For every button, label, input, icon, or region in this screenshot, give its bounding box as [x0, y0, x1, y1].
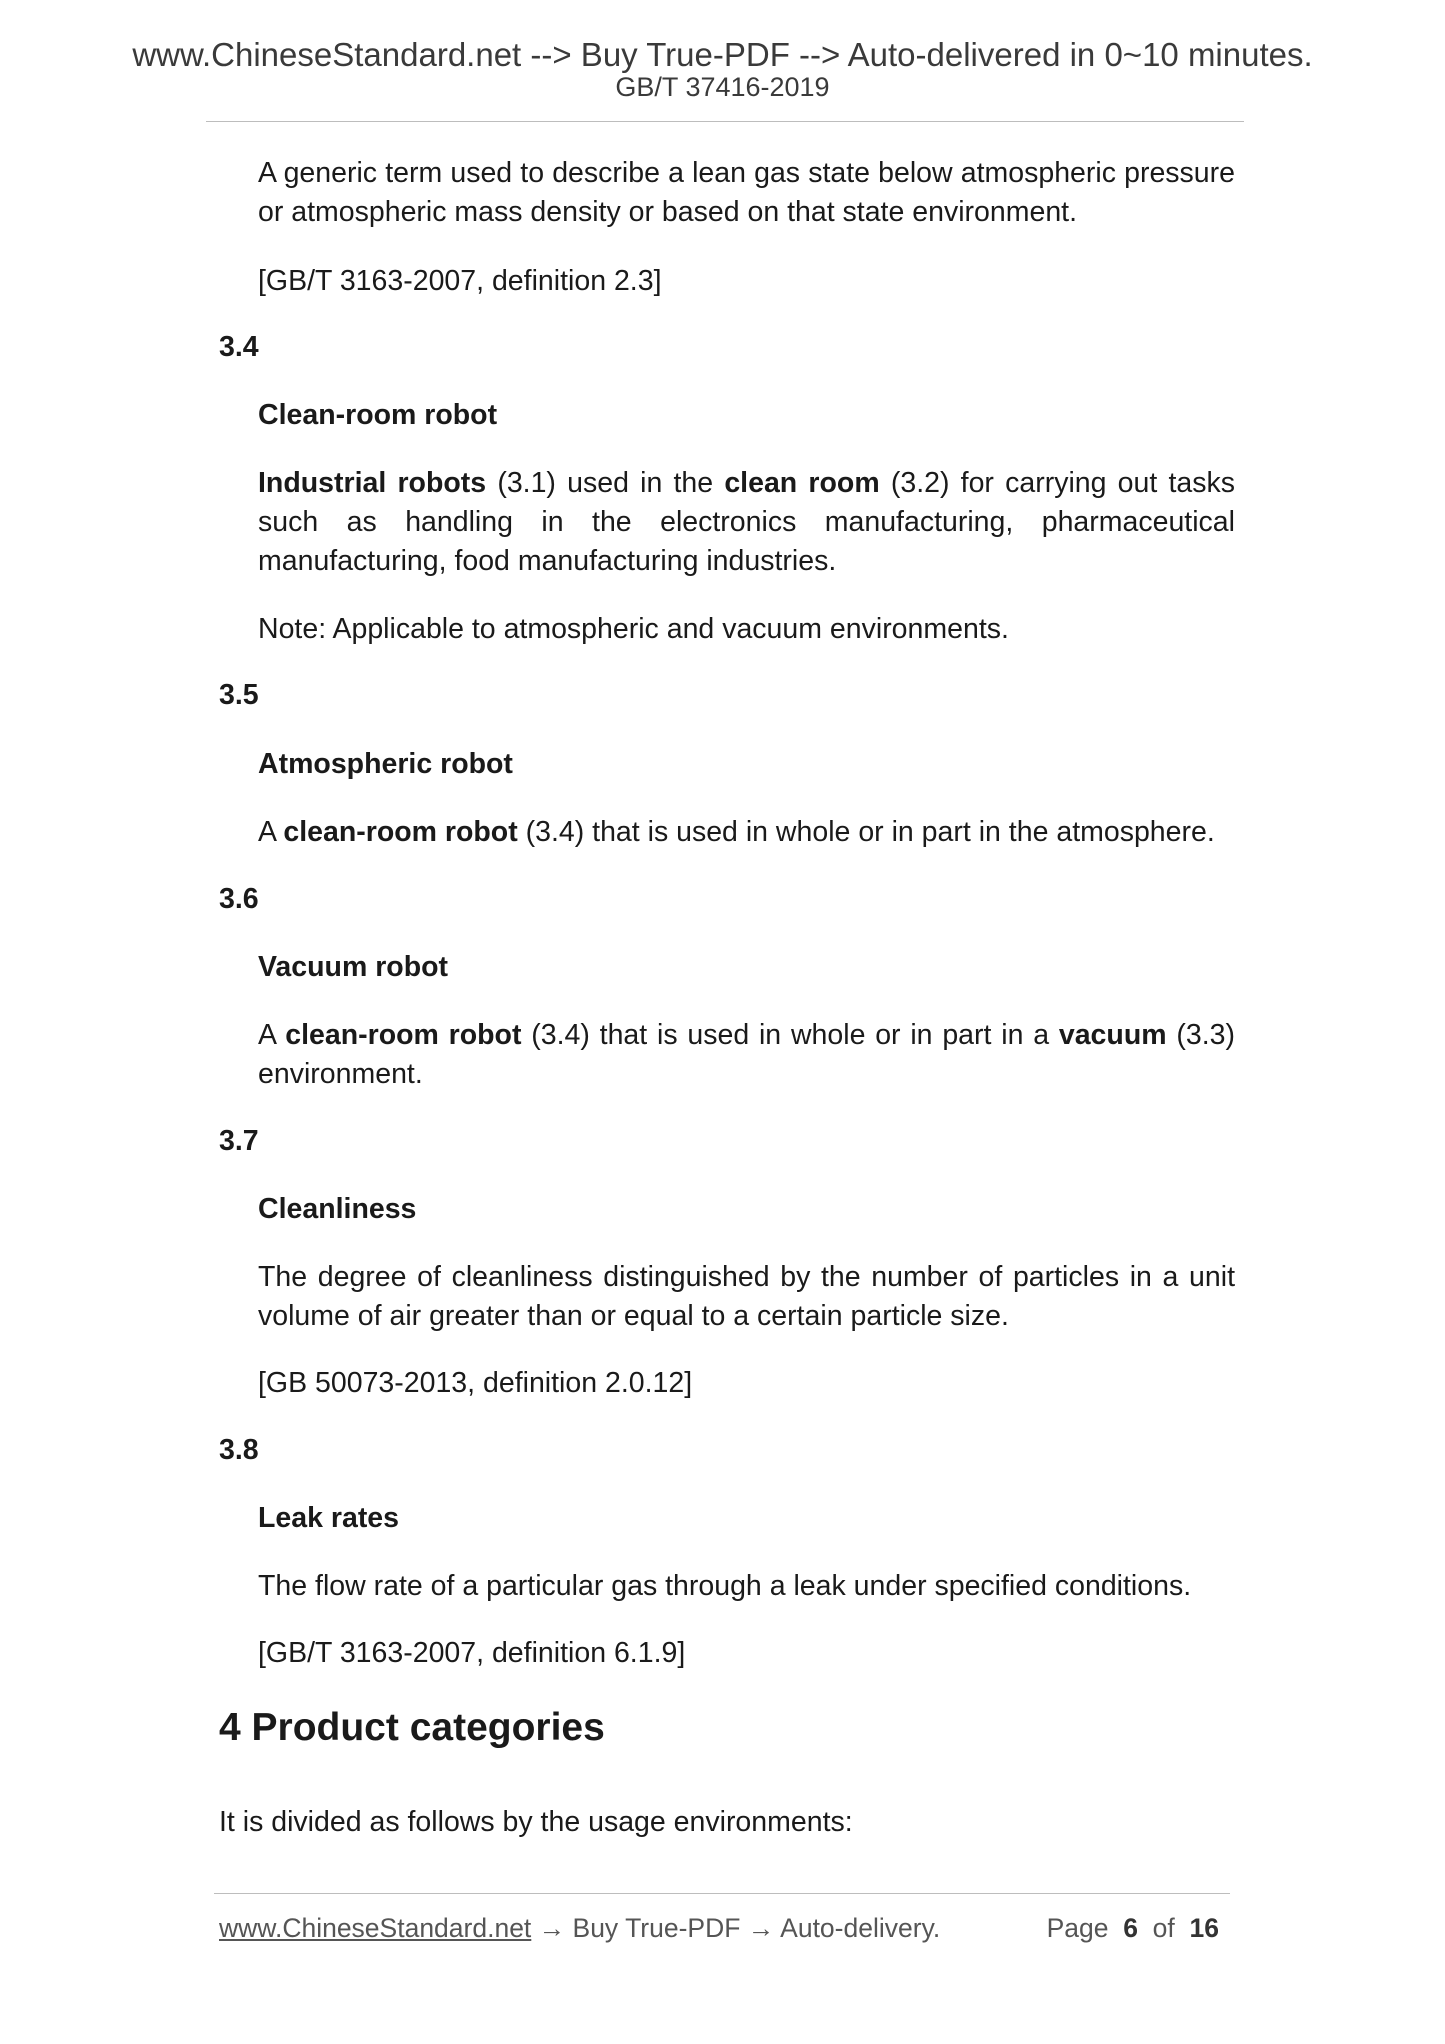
- doc-code: GB/T 37416-2019: [615, 72, 830, 102]
- of-label: of: [1152, 1913, 1175, 1943]
- footer-link[interactable]: www.ChineseStandard.net: [219, 1913, 532, 1943]
- total-pages: 16: [1189, 1913, 1219, 1943]
- definition-bold-term: clean-room robot: [283, 816, 518, 848]
- header-divider: [206, 121, 1244, 122]
- term-clean-room-robot: Clean-room robot: [258, 399, 498, 431]
- page-indicator: [1047, 1911, 1219, 1945]
- definition-text: A: [258, 816, 284, 848]
- definition-clean-room-robot: [258, 464, 1235, 581]
- definition-text: A: [258, 1019, 286, 1051]
- section-heading: 4 Product categories: [219, 1706, 605, 1749]
- vacuum-definition: A generic term used to describe a lean gas state below atmospheric pressure or atmospheric mass density or based on that state environment.: [258, 157, 1235, 228]
- page-label: Page: [1046, 1913, 1109, 1943]
- clause-number-3-7: 3.7: [219, 1125, 259, 1157]
- section-intro: It is divided as follows by the usage environments:: [219, 1806, 853, 1838]
- clause-number-3-6: 3.6: [219, 883, 259, 915]
- definition-text: (3.2) for carrying out tasks such as handling in the electronics manufacturing, pharmaceutical manufacturing, food manufacturing industries.: [258, 467, 1236, 577]
- top-banner[interactable]: www.ChineseStandard.net --> Buy True-PDF --> Auto-delivered in 0~10 minutes.: [132, 36, 1313, 73]
- term-cleanliness: Cleanliness: [258, 1193, 417, 1225]
- vacuum-reference: [GB/T 3163-2007, definition 2.3]: [258, 265, 662, 297]
- definition-text: (3.3) environment.: [258, 1019, 1235, 1090]
- definition-text: (3.4) that is used in whole or in part in the atmosphere.: [517, 816, 1215, 848]
- page-number: 6: [1123, 1913, 1138, 1943]
- clause-number-3-5: 3.5: [219, 679, 259, 711]
- definition-leak-rates: The flow rate of a particular gas through a leak under specified conditions.: [258, 1570, 1192, 1602]
- footer-divider: [214, 1893, 1230, 1894]
- clause-number-3-8: 3.8: [219, 1434, 259, 1466]
- definition-bold-term: vacuum: [1058, 1019, 1167, 1051]
- definition-bold-term: clean-room robot: [285, 1019, 522, 1051]
- definition-bold-term: Industrial robots: [258, 467, 487, 499]
- definition-vacuum-robot: [258, 1016, 1235, 1094]
- reference-leak-rates: [GB/T 3163-2007, definition 6.1.9]: [258, 1637, 686, 1669]
- footer: [219, 1911, 1219, 1945]
- definition-cleanliness: The degree of cleanliness distinguished by the number of particles in a unit volume of air greater than or equal to a certain particle size.: [258, 1261, 1235, 1332]
- term-atmospheric-robot: Atmospheric robot: [258, 748, 513, 780]
- footer-text: → Buy True-PDF → Auto-delivery.: [531, 1913, 941, 1943]
- note-clean-room-robot: Note: Applicable to atmospheric and vacuum environments.: [258, 613, 1009, 645]
- reference-cleanliness: [GB 50073-2013, definition 2.0.12]: [258, 1367, 693, 1399]
- clause-number-3-4: 3.4: [219, 331, 259, 363]
- term-vacuum-robot: Vacuum robot: [258, 951, 449, 983]
- definition-text: (3.4) that is used in whole or in part in a: [521, 1019, 1059, 1051]
- definition-text: (3.1) used in the: [486, 467, 725, 499]
- definition-bold-term: clean room: [724, 467, 880, 499]
- term-leak-rates: Leak rates: [258, 1502, 400, 1534]
- definition-atmospheric-robot: [258, 813, 1235, 852]
